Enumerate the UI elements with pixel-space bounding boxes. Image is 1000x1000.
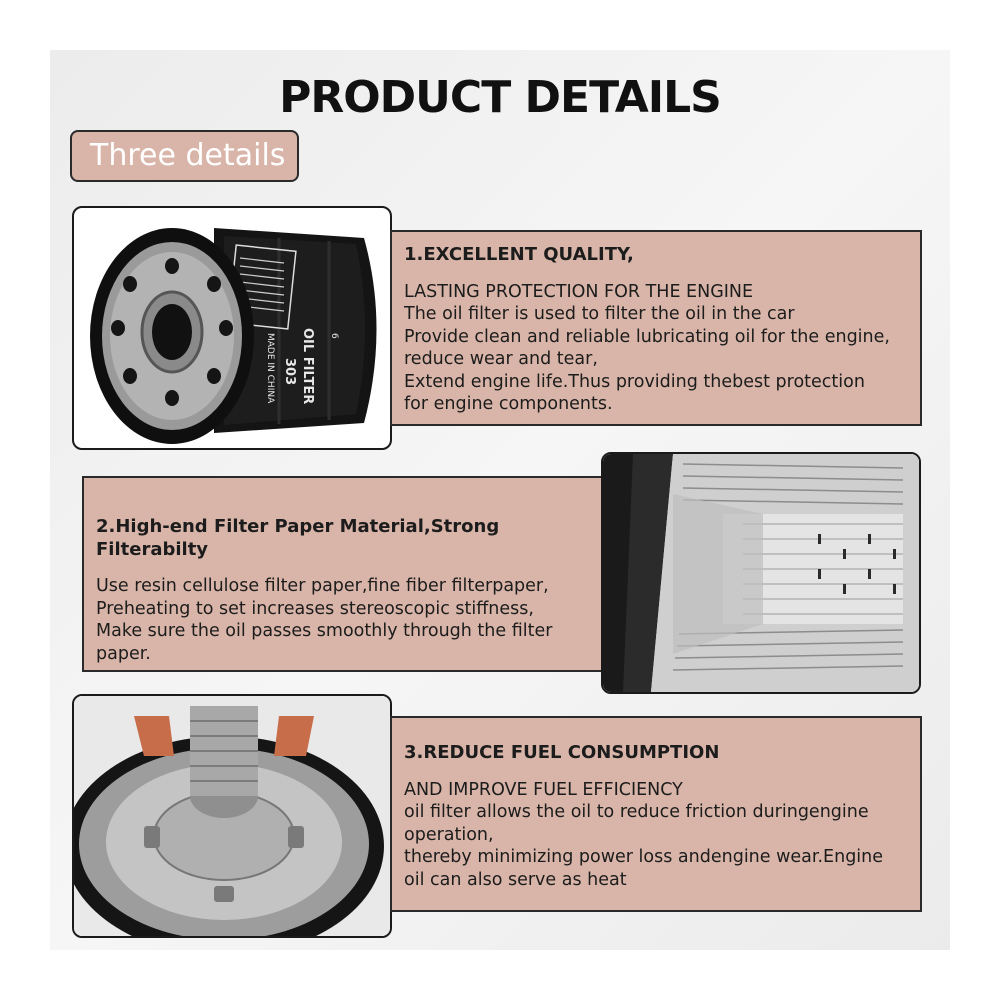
section-1-line: Provide clean and reliable lubricating oil for the engine, (404, 326, 890, 347)
oil-filter-photo (72, 206, 392, 450)
filter-internal-cutaway-photo (72, 694, 392, 938)
section-3-line: oil can also serve as heat (404, 869, 627, 890)
section-3-line: thereby minimizing power loss andengine wear.Engine (404, 847, 884, 867)
section-1-line: The oil filter is used to filter the oil in the car (404, 304, 795, 324)
section-2-line: Make sure the oil passes smoothly through the filter (96, 621, 553, 641)
section-2-line: Use resin cellulose filter paper,fine fiber filterpaper, (96, 576, 549, 596)
section-2-line: paper. (96, 643, 151, 664)
section-3-heading: 3.REDUCE FUEL CONSUMPTION (404, 742, 720, 763)
three-details-tag: Three details (70, 130, 299, 182)
filter-internal-illustration (74, 696, 390, 936)
section-3-line: oil filter allows the oil to reduce friction duringengine (404, 802, 869, 822)
section-2-line: Preheating to set increases stereoscopic stiffness, (96, 598, 534, 619)
section-1-line: for engine components. (404, 394, 613, 414)
print-origin: MADE IN CHINA (265, 333, 275, 404)
section-1-line: Extend engine life.Thus providing thebest protection (404, 371, 865, 392)
section-3-text-box (390, 716, 922, 912)
print-model: 303 (282, 358, 297, 386)
page-title: PRODUCT DETAILS (279, 72, 721, 123)
filter-paper-cutaway-photo (601, 452, 921, 694)
section-1-line: LASTING PROTECTION FOR THE ENGINE (404, 281, 754, 302)
section-1-text-box (390, 230, 922, 426)
section-3-line: operation, (404, 824, 494, 845)
section-1-heading: 1.EXCELLENT QUALITY, (404, 244, 634, 265)
filter-paper-illustration (603, 454, 919, 692)
section-2-heading: 2.High-end Filter Paper Material,Strong Filterabilty (96, 516, 500, 560)
print-digit: 6 (329, 333, 339, 339)
section-3-line: AND IMPROVE FUEL EFFICIENCY (404, 779, 683, 800)
oil-filter-illustration (74, 208, 390, 448)
print-oil-filter: OIL FILTER (300, 328, 315, 405)
section-1-line: reduce wear and tear, (404, 349, 598, 369)
section-2-text-box (82, 476, 606, 672)
